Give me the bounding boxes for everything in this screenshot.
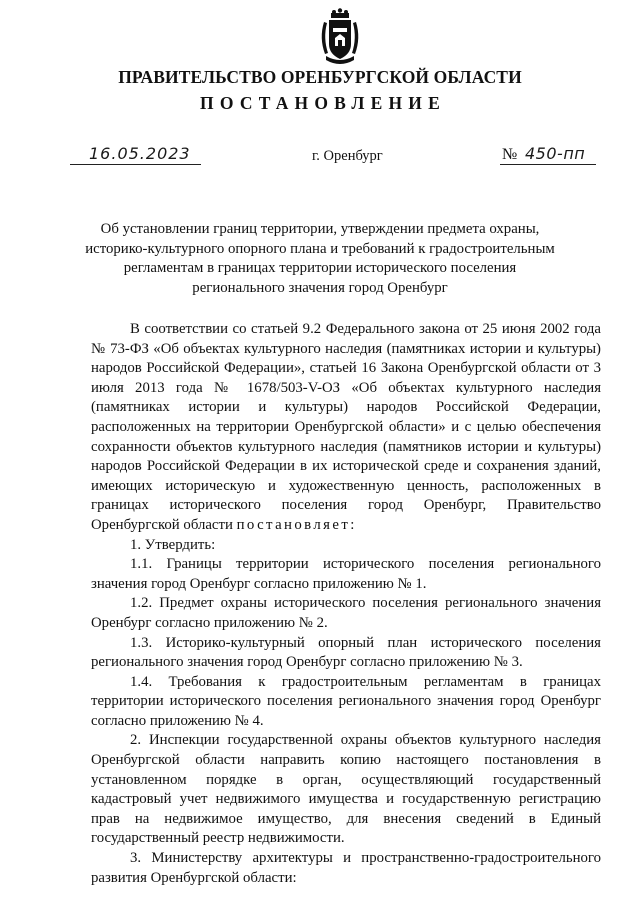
decree-subject: Об установлении границ территории, утверждении предмета охраны, историко-культурного опорного плана и требований к градостроительным регламентам в границах территории исторического поселения регионального значения город Оренбург bbox=[85, 221, 555, 296]
preamble-text: В соответствии со статьей 9.2 Федерального закона от 25 июня 2002 года № 73-ФЗ «Об объектах культурного наследия (памятниках истории и культуры) народов Российской Федерации», статьей 16 Закона Оренбургской области от 3 июля 2013 года № 1678/503-V-ОЗ «Об объектах культурного наследия (памятниках истории и культуры) народов Российской Федерации, расположенных на территории Оренбургской области» и с целью обеспечения сохранности объектов культурного наследия (памятников истории и культуры) народов Российской Федерации в их исторической среде и сохранения зданий, имеющих историческую и художественную ценность, расположенных в границах исторического поселения город Оренбург, Правительство Оренбургской области bbox=[91, 321, 601, 533]
body-paragraph: 1. Утвердить: bbox=[130, 536, 216, 553]
resolves-word: постановляет: bbox=[236, 516, 357, 533]
government-title: ПРАВИТЕЛЬСТВО ОРЕНБУРГСКОЙ ОБЛАСТИ bbox=[118, 67, 522, 87]
body-paragraph: 3. Министерству архитектуры и пространственно-градостроительного развития Оренбургской области: bbox=[91, 850, 601, 886]
decree-number: 450-пп bbox=[525, 144, 586, 163]
date-underline bbox=[70, 164, 201, 165]
decree-date: 16.05.2023 bbox=[89, 144, 191, 163]
number-underline bbox=[500, 164, 596, 165]
body-paragraph: 1.1. Границы территории исторического поселения регионального значения город Оренбург согласно приложению № 1. bbox=[91, 556, 601, 592]
body-paragraph: 2. Инспекции государственной охраны объектов культурного наследия Оренбургской области направить копию настоящего постановления в установленном порядке в орган, осуществляющий государственный кадастровый учет недвижимого имущества и государственную регистрацию прав на недвижимое имущество, для внесения сведений в Единый государственный реестр недвижимости. bbox=[91, 732, 601, 847]
preamble-paragraph bbox=[91, 320, 601, 536]
decree-body bbox=[91, 320, 601, 888]
city-label: г. Оренбург bbox=[312, 148, 383, 164]
orenburg-coat-of-arms-icon bbox=[318, 8, 362, 66]
body-paragraph: 1.3. Историко-культурный опорный план исторического поселения регионального значения город Оренбург согласно приложению № 3. bbox=[91, 634, 601, 671]
document-type-title: ПОСТАНОВЛЕНИЕ bbox=[200, 93, 446, 113]
number-sign: № bbox=[502, 146, 518, 163]
body-paragraph: 1.2. Предмет охраны исторического поселения регионального значения Оренбург согласно приложению № 2. bbox=[91, 595, 601, 631]
body-paragraph: 1.4. Требования к градостроительным регламентам в границах территории исторического поселения регионального значения город Оренбург согласно приложению № 4. bbox=[91, 673, 601, 729]
